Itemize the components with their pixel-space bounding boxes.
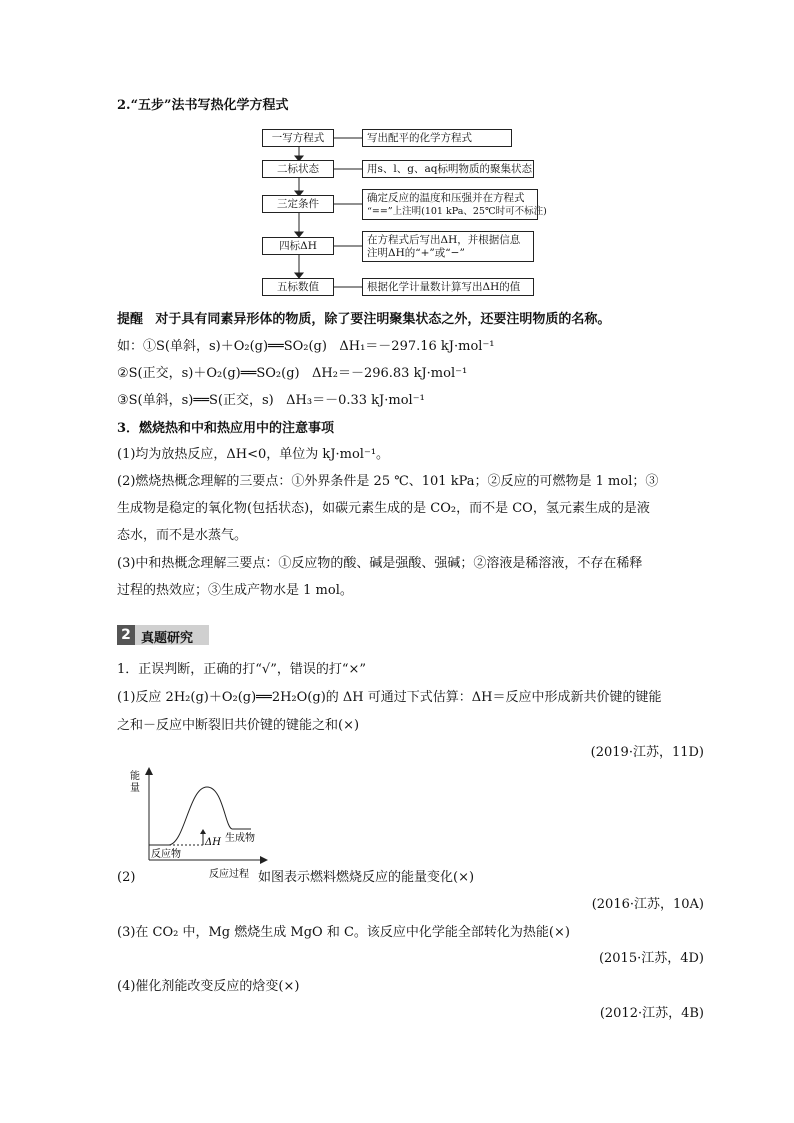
item3-text: (3)在 CO₂ 中，Mg 燃烧生成 MgO 和 C。该反应中化学能全部转化为热能(×) <box>117 925 570 940</box>
item3-source: (2015·江苏，4D) <box>598 951 704 966</box>
heading-notes: 3．燃烧热和中和热应用中的注意事项 <box>117 421 335 436</box>
flow-desc-4 <box>362 231 534 262</box>
product-label: 生成物 <box>225 833 255 844</box>
flow-step-1 <box>262 129 334 147</box>
flow-step-3-label: 三定条件 <box>277 197 319 210</box>
note-line: (2)燃烧热概念理解的三要点：①外界条件是 25 ℃、101 kPa；②反应的可燃物是 1 mol；③ <box>117 474 659 489</box>
delta-h-arrowhead <box>200 829 206 834</box>
ylabel-1: 能 <box>130 771 140 782</box>
flow-desc-1 <box>362 129 512 147</box>
example-1 <box>117 339 495 355</box>
y-axis-arrow <box>145 767 153 775</box>
ylabel-2: 量 <box>130 783 140 794</box>
energy-curve <box>169 787 232 845</box>
delta-h-label: ΔH <box>205 837 221 848</box>
flow-step-2-label: 二标状态 <box>277 162 319 175</box>
x-axis-arrow <box>260 856 268 864</box>
note-line: 生成物是稳定的氧化物(包括状态)，如碳元素生成的是 CO₂，而不是 CO，氢元素生成的是液 <box>117 501 650 516</box>
flow-step-4 <box>262 237 334 255</box>
flow-desc-3-line-1: 确定反应的温度和压强并在方程式 <box>367 191 525 204</box>
flow-step-2 <box>262 160 334 178</box>
item2-text: 如图表示燃料燃烧反应的能量变化(×) <box>258 870 475 885</box>
item1-line-2: 之和－反应中断裂旧共价键的键能之和(×) <box>117 718 360 733</box>
example-1-dh: ΔH₁＝－297.16 kJ·mol⁻¹ <box>339 339 495 354</box>
heading-five-steps: 2.“五步”法书写热化学方程式 <box>117 98 289 113</box>
example-3-dh: ΔH₃＝－0.33 kJ·mol⁻¹ <box>286 393 425 408</box>
flow-step-1-label: 一写方程式 <box>271 131 325 144</box>
item1-line-1: (1)反应 2H₂(g)＋O₂(g)══2H₂O(g)的 ΔH 可通过下式估算：ΔH＝反应中形成新共价键的键能 <box>117 690 662 705</box>
flow-desc-3 <box>362 189 547 220</box>
note-line: 态水，而不是水蒸气。 <box>117 528 248 543</box>
energy-diagram <box>127 765 272 883</box>
flow-step-5-label: 五标数值 <box>277 280 319 293</box>
flow-desc-4-line-2: 注明ΔH的“+”或“−” <box>367 246 465 259</box>
reactant-label: 反应物 <box>151 849 181 860</box>
flow-desc-5 <box>362 278 534 296</box>
item2-source: (2016·江苏，10A) <box>591 897 704 912</box>
flow-step-3 <box>262 195 334 213</box>
section-title: 真题研究 <box>141 631 194 646</box>
example-1-eq: 如：①S(单斜，s)＋O₂(g)══SO₂(g) <box>117 339 327 354</box>
tip-text: 对于具有同素异形体的物质，除了要注明聚集状态之外，还要注明物质的名称。 <box>155 312 611 327</box>
note-line: (3)中和热概念理解三要点：①反应物的酸、碱是强酸、强碱；②溶液是稀溶液，不存在稀释 <box>117 556 643 571</box>
xlabel: 反应过程 <box>209 869 249 880</box>
tip <box>117 312 610 328</box>
flow-desc-4-line-1: 在方程式后写出ΔH，并根据信息 <box>367 233 521 246</box>
flow-desc-2-line: 用s、l、g、aq标明物质的聚集状态 <box>367 162 532 175</box>
flow-desc-2 <box>362 160 534 178</box>
note-line: 过程的热效应；③生成产物水是 1 mol。 <box>117 583 353 598</box>
example-2-eq: ②S(正交，s)＋O₂(g)══SO₂(g) <box>117 366 300 381</box>
example-3-eq: ③S(单斜，s)══S(正交，s) <box>117 393 274 408</box>
item2-num: (2) <box>117 870 136 885</box>
question-stem: 1．正误判断，正确的打“√”，错误的打“×” <box>117 662 367 677</box>
item1-source: (2019·江苏，11D) <box>590 745 704 760</box>
flow-desc-5-line: 根据化学计量数计算写出ΔH的值 <box>367 280 521 293</box>
section-number: 2 <box>117 625 135 645</box>
example-3 <box>117 393 425 409</box>
tip-label: 提醒 <box>117 312 144 327</box>
flow-step-5 <box>262 278 334 296</box>
note-line: (1)均为放热反应，ΔH<0，单位为 kJ·mol⁻¹。 <box>117 447 390 462</box>
example-2 <box>117 366 467 382</box>
item4-text: (4)催化剂能改变反应的焓变(×) <box>117 979 300 994</box>
flow-step-4-label: 四标ΔH <box>279 239 317 252</box>
example-2-dh: ΔH₂＝－296.83 kJ·mol⁻¹ <box>312 366 468 381</box>
item4-source: (2012·江苏，4B) <box>599 1006 704 1021</box>
flow-desc-3-line-2: “==”上注明(101 kPa、25℃时可不标注) <box>367 205 547 217</box>
flow-desc-1-line: 写出配平的化学方程式 <box>367 131 472 144</box>
section-tag <box>117 625 209 645</box>
